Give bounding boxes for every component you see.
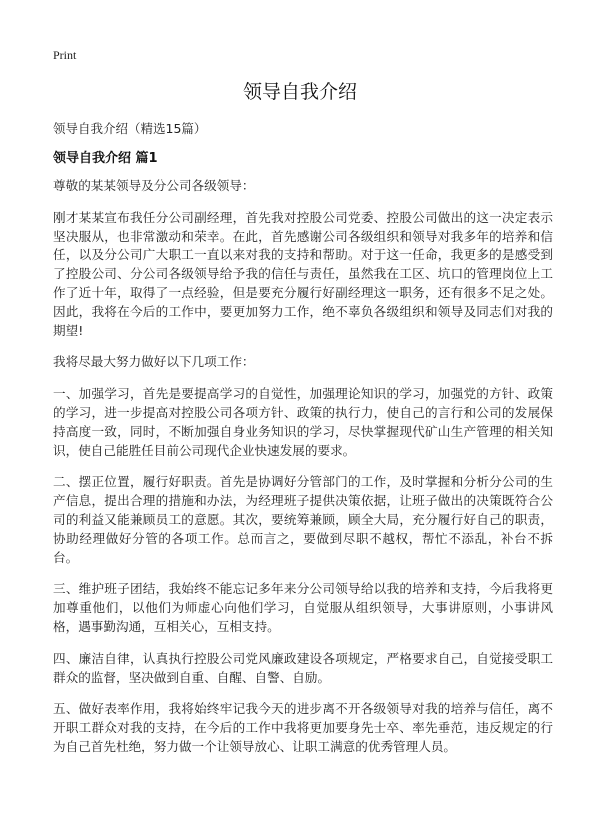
body-paragraph-intro: 刚才某某宣布我任分公司副经理，首先我对控股公司党委、控股公司做出的这一决定表示坚决服从，也非常激动和荣幸。在此，首先感谢公司各级组织和领导对我多年的培养和信任，以及分公司广大职工一直以来对我的支持和帮助。对于这一任命，我更多的是感受到了控股公司、分公司各级领导给予我的信任与责任，虽然我在工区、坑口的管理岗位上工作了近十年，取得了一点经验，但是要充分履行好副经理这一职务，还有很多不足之处。因此，我将在今后的工作中，要更加努力工作，绝不辜负各级组织和领导及同志们对我的期望! (53, 209, 553, 338)
print-link[interactable]: Print (53, 48, 77, 62)
body-paragraph-item-5: 五、做好表率作用，我将始终牢记我今天的进步离不开各级领导对我的培养与信任，离不开职工群众对我的支持，在今后的工作中我将更加要身先士卒、率先垂范，违反规定的行为自己首先杜绝，努力做一个让领导放心、让职工满意的优秀管理人员。 (53, 701, 553, 754)
body-paragraph-item-1: 一、加强学习，首先是要提高学习的自觉性，加强理论知识的学习，加强党的方针、政策的学习，进一步提高对控股公司各项方针、政策的执行力，使自己的言行和公司的发展保持高度一致，同时，不断加强自身业务知识的学习，尽快掌握现代矿山生产管理的相关知识，使自己能胜任目前公司现代企业快速发展的要求。 (53, 386, 553, 458)
body-paragraph-lead: 我将尽最大努力做好以下几项工作： (53, 354, 255, 370)
body-paragraph-item-3: 三、维护班子团结，我始终不能忘记多年来分公司领导给以我的培养和支持，今后我将更加尊重他们，以他们为师虚心向他们学习，自觉服从组织领导，大事讲原则，小事讲风格，遇事勤沟通，互相关心，互相支持。 (53, 581, 553, 634)
body-paragraph-item-4: 四、廉洁自律，认真执行控股公司党风廉政建设各项规定，严格要求自己，自觉接受职工群众的监督，坚决做到自重、自醒、自警、自励。 (53, 650, 553, 685)
page-title: 领导自我介绍 (242, 81, 357, 103)
greeting-paragraph: 尊敬的某某领导及分公司各级领导： (53, 178, 255, 193)
article-body (53, 177, 553, 770)
section-heading: 领导自我介绍 篇1 (53, 151, 158, 166)
body-paragraph-item-2: 二、摆正位置，履行好职责。首先是协调好分管部门的工作，及时掌握和分析分公司的生产信息，提出合理的措施和办法，为经理班子提供决策依据，让班子做出的决策既符合公司的利益又能兼顾员工的意愿。其次，要统筹兼顾，顾全大局，充分履行好自己的职责，协助经理做好分管的各项工作。总而言之，要做到尽职不越权，帮忙不添乱，补台不拆台。 (53, 474, 553, 565)
document-subtitle: 领导自我介绍（精选15篇） (53, 121, 207, 136)
